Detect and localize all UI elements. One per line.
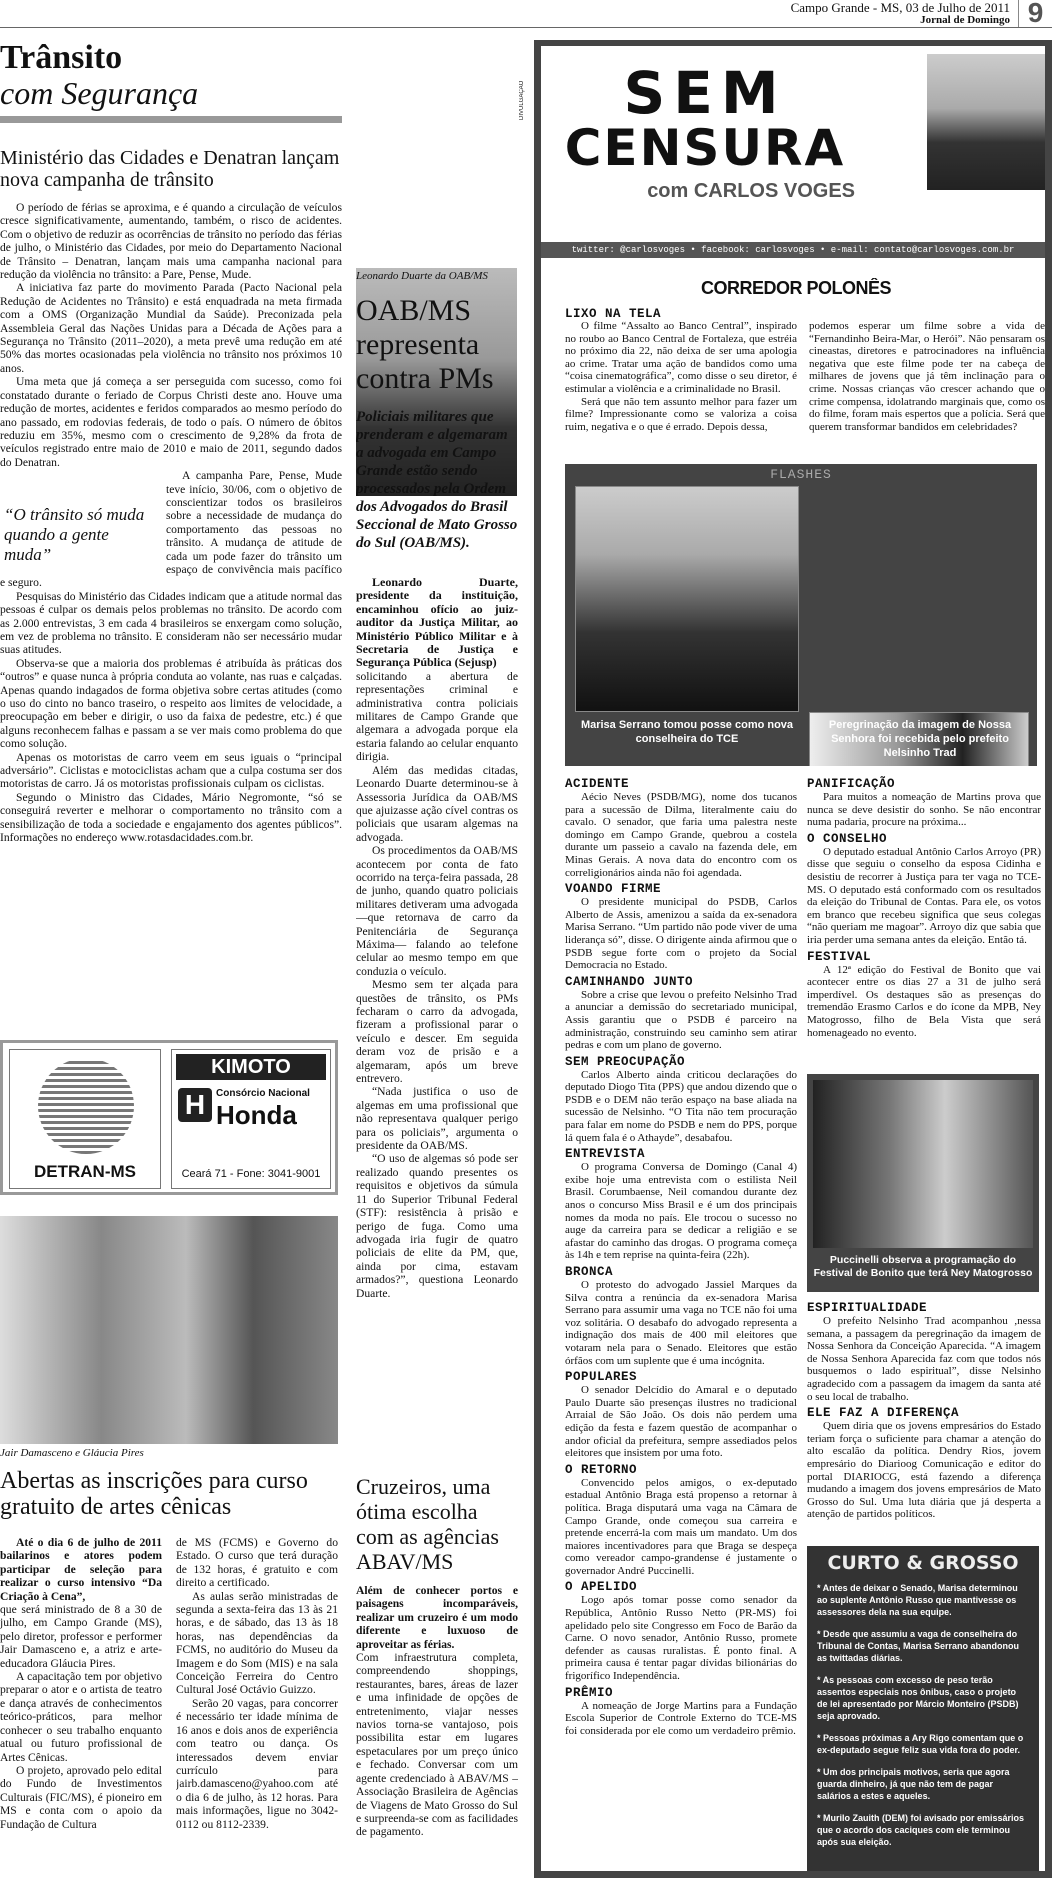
- note: [565, 1370, 797, 1460]
- note-heading: SEM PREOCUPAÇÃO: [565, 1054, 686, 1069]
- note-text: Carlos Alberto ainda criticou declarações do deputado Diogo Tita (PPS) que andou dizendo que o PSDB e o DEM não terão espaço na base aliada na sucessão de Nelsinho. “O Tita não tem procuração para falar em nome do PSDB e nem do PPS, porque lá quem fala é o Athayde”, desabafou.: [565, 1068, 797, 1144]
- oab-photo-caption: Leonardo Duarte da OAB/MS: [356, 270, 488, 282]
- paragraph: O projeto, aprovado pelo edital do Fundo de Investimentos Culturais (FIC/MS), é pioneiro em MS e conta com o apoio da Fundação de Cultura: [0, 1763, 162, 1831]
- curto-item: * Antes de deixar o Senado, Marisa determinou ao suplente Antônio Russo que mantivesse os assessores dela na sua equipe.: [817, 1583, 1018, 1617]
- lixo-col-b: [809, 320, 1045, 433]
- flashes-box: [565, 464, 1037, 766]
- festival-photo-box: [807, 1074, 1039, 1292]
- note-heading: PRÊMIO: [565, 1685, 614, 1700]
- page-number: 9: [1018, 0, 1052, 28]
- curto-item: * Um dos principais motivos, seria que agora guarda dinheiro, já que não tem de pagar salários a estes e aqueles.: [817, 1767, 1010, 1801]
- festival-caption: Puccinelli observa a programação do Festival de Bonito que terá Ney Matogrosso: [813, 1254, 1033, 1279]
- note: [807, 777, 1041, 829]
- note-heading: LIXO NA TELA: [565, 307, 662, 321]
- paragraph: A campanha Pare, Pense, Mude teve início, 30/06, com o objetivo de conscientizar todos os brasileiros sobre a necessidade de mudança do comportamento das pessoas no trânsito. A mudança de atitude de cada um pode fazer do trânsito um espaço de convivência mais pacífico e seguro.: [0, 469, 342, 590]
- paragraph: podemos esperar um filme sobre a vida de “Fernandinho Beira-Mar, o Herói”. Não pensaram os cineastas, diretores e patrocinadores na influência negativa que este filme pode ter na cabeça de milhares de jovens que já têm inclinação para o crime. Nossas crianças vão crescer achando que o crime compensa, idolatrando marginais que, como os do filme, foram mais espertos que a polícia. Será que querem transformar bandidos em celebridades?: [809, 320, 1045, 433]
- section-kicker: Trânsito: [0, 40, 123, 76]
- note: [807, 1301, 1041, 1403]
- logo-sem: SEM: [623, 64, 787, 127]
- note-text: Aécio Neves (PSDB/MG), nome dos tucanos para a sucessão de Dilma, literalmente caiu do cavalo. O senador, que faria uma palestra neste domingo em Campo Grande, quebrou a costela durante um passeio a cavalo na fazenda dele, em Minas Gerais. A nova data do encontro com os correligionários ainda não foi agendada.: [565, 791, 797, 879]
- detran-ad: [9, 1049, 161, 1189]
- curto-item: * As pessoas com excesso de peso terão assentos especiais nos ônibus, caso o projeto de lei apresentado por Márcio Monteiro (PSDB) seja aprovado.: [817, 1675, 1019, 1721]
- contact-bar: twitter: @carlosvoges • facebook: carlosvoges • e-mail: contato@carlosvoges.com.br: [541, 242, 1045, 258]
- note-text: Para muitos a nomeação de Martins prova que nunca se deve desistir do sonho. Se não encontrar numa padaria, procure na próxima...: [807, 791, 1041, 829]
- course-photo-caption: Jair Damasceno e Gláucia Pires: [0, 1447, 144, 1459]
- curto-item: * Desde que assumiu a vaga de conselheira do Tribunal de Contas, Marisa Serrano abandonou as twittadas diárias.: [817, 1629, 1020, 1663]
- header-paper: Jornal de Domingo: [920, 14, 1010, 26]
- note-text: Convencido pelos amigos, o ex-deputado estadual Antônio Braga está propenso a retornar à política. Braga disputará uma vaga na Câmara de Campo Grande, onde começou sua carreira e pretende encerrá-la com mais um mandato. Um dos maiores incentivadores para que Braga se despeça como vereador campo-grandense é justamente o governador André Puccinelli.: [565, 1476, 797, 1577]
- sem-censura-column: [534, 40, 1052, 1878]
- course-photo: [0, 1216, 338, 1444]
- curto-grosso-box: [807, 1546, 1039, 1876]
- note: [807, 832, 1041, 947]
- transito-section: [0, 40, 342, 1048]
- note-text: O presidente municipal do PSDB, Carlos Alberto de Assis, amenizou a saída da ex-senadora Marisa Serrano. “Um partido não pode viver de uma liderança só”, disse. O dirigente ainda afirmou que o PSDB segue forte com o projeto da Social Democracia no Estado.: [565, 896, 797, 972]
- notes-right-2: [807, 1298, 1041, 1578]
- flashes-label: FLASHES: [770, 467, 832, 482]
- lead-paragraph: Leonardo Duarte, presidente da instituição, encaminhou ofício ao juiz-auditor da Justiça Militar, ao Ministério Público Militar e à Secretaria de Justiça e Segurança Pública (Sejusp): [356, 575, 518, 670]
- note-text: O deputado estadual Antônio Carlos Arroyo (PR) disse que seguiu o conselho da esposa Cidinha e desistiu de recorrer à Justiça para ter vaga no TCE-MS. O deputado está conformado com os resultados da eleição do Tribunal de Contas. Para ele, os votos em branco que recebeu significa que seus colegas “não queriam me magoar”. Arroyo diz que sabia que iria perder uma semana antes da eleição. Então tá.: [807, 845, 1041, 946]
- note-heading: PANIFICAÇÃO: [807, 777, 896, 791]
- cruise-headline: Cruzeiros, uma ótima escolha com as agências ABAV/MS: [356, 1474, 499, 1574]
- note-heading: O APELIDO: [565, 1580, 638, 1595]
- note-heading: ACIDENTE: [565, 777, 630, 791]
- paragraph: Observa-se que a maioria dos problemas é atribuída às práticas dos “outros” e quase nunca à própria conduta ao volante, nas ruas e calçadas. Apenas quando indagados de forma objetiva sobre certas atitudes (como o uso do cinto no banco traseiro, o respeito aos limites de velocidade, a preocupação em beber e dirigir, o uso da faixa de pedestre, etc.) é que alguns reconhecem falhas e passam a se ver mais como problema do que como solução.: [0, 656, 342, 751]
- flash-caption-2: Peregrinação da imagem de Nossa Senhora foi recebida pelo prefeito Nelsinho Trad: [828, 719, 1012, 759]
- note-heading: CAMINHANDO JUNTO: [565, 974, 694, 989]
- lead-paragraph: Além de conhecer portos e paisagens incomparáveis, realizar um cruzeiro é um modo diferente e luxuoso de aproveitar as férias.: [356, 1584, 518, 1651]
- lixo-col-a: [565, 320, 797, 433]
- note: [565, 777, 797, 879]
- detran-logo-icon: [38, 1058, 134, 1154]
- note: [565, 975, 797, 1052]
- note-heading: BRONCA: [565, 1265, 614, 1279]
- note-text: O senador Delcídio do Amaral e o deputado Paulo Duarte são presenças ilustres no tradicional Arraial de São João. Os dois não perdem uma edição da festa e fazem questão de acompanhar o andor oficial da prefeitura, sempre assediados pelos eleitores que insistem por uma foto.: [565, 1384, 797, 1460]
- notes-left: [565, 774, 797, 1874]
- headline: Ministério das Cidades e Denatran lançam nova campanha de trânsito: [0, 147, 340, 191]
- lead-paragraph: Até o dia 6 de julho de 2011 bailarinos e atores podem participar de seleção para realizar o curso intensivo “Da Criação à Cena”,: [0, 1536, 162, 1603]
- note: [565, 1463, 797, 1578]
- section-kicker-2: com Segurança: [0, 75, 199, 111]
- note-text: Quem diria que os jovens empresários do Estado teriam força o suficiente para chamar a atenção do alto escalão da política. Dendry Rios, jovem empresário do Diarioog Comunicação e editor do portal DIARIOCG, está fazendo a diferença mudando a imagem dos jovens empresários de Mato Grosso do Sul. Uma luta diária que já desperta a atenção de partidos políticos.: [807, 1420, 1041, 1521]
- column-logo: [555, 64, 855, 224]
- paragraph: A capacitação tem por objetivo preparar o ator e o artista de teatro e dança através de conhecimentos teórico-práticos, para melhor conhecer o seu trabalho enquanto atual ou futuro profissional de Artes Cênicas.: [0, 1670, 162, 1764]
- note: [807, 1406, 1041, 1521]
- paragraph: A iniciativa faz parte do movimento Parada (Pacto Nacional pela Redução de Acidentes no Trânsito) e está enquadrada na meta firmada com a OMS (Organização Mundial da Saúde). Preconizada pela Assembleia Geral das Nações Unidas para a Década de Ações para a Segurança no Trânsito (2011–2020), a meta prevê uma redução em até 50% das mortes ocasionadas pela violência no trânsito nos próximos 10 anos.: [0, 281, 342, 375]
- photo-credit: DIVULGAÇÃO: [519, 80, 525, 120]
- note: [565, 1055, 797, 1145]
- paragraph: Pesquisas do Ministério das Cidades indicam que a atitude normal das pessoas é culpar os demais pelos problemas no trânsito. De acordo com as 2.000 entrevistas, 3 em cada 4 brasileiros se enxergam como solução, em vez de problema no trânsito. E consideram não ser necessário mudar suas atitudes.: [0, 589, 342, 657]
- kicker-rule: [0, 116, 342, 123]
- note-heading: ENTREVISTA: [565, 1147, 646, 1162]
- kimoto-logo: KIMOTO: [176, 1054, 326, 1080]
- paragraph: Serão 20 vagas, para concorrer é necessário ter idade mínima de 16 anos e dois anos de experiência com teatro ou dança. Os interessados devem enviar currículo para jairb.damasceno@yahoo.com até o dia 6 de julho, às 12 horas. Para mais informações, ligue no 3042-0112 ou 8112-2339.: [176, 1696, 338, 1831]
- course-col-a: [0, 1536, 162, 1878]
- festival-photo: [813, 1080, 1033, 1248]
- paragraph: Com infraestrutura completa, compreendendo shoppings, restaurantes, bares, áreas de lazer e uma infinidade de opções de entretenimento, viajar nesses navios torna-se vantajoso, pois possibilita estar em lugares espetaculares por um preço único e fechado. Conversar com um agente credenciado à ABAV/MS – Associação Brasileira de Agências de Viagens de Mato Grosso do Sul e surpreenda-se com as facilidades de pagamento.: [356, 1651, 518, 1839]
- honda-ad: [171, 1049, 331, 1189]
- flash-caption-1: Marisa Serrano tomou posse como nova conselheira do TCE: [580, 719, 794, 745]
- course-headline: Abertas as inscrições para curso gratuito de artes cênicas: [0, 1468, 308, 1520]
- ads-box: [0, 1040, 338, 1195]
- cruise-article: [356, 1474, 518, 1878]
- paragraph: O período de férias se aproxima, e é quando a circulação de veículos cresce significativamente, aumentando, também, o risco de acidentes. Com o objetivo de reduzir as ocorrências de trânsito no período das férias de julho, o Ministério das Cidades, por meio do Departamento Nacional de Trânsito – Denatran, lançam mais uma campanha nacional para redução da violência no trânsito: a Pare, Pense, Mude.: [0, 201, 342, 282]
- note: [807, 950, 1041, 1040]
- paragraph: O filme “Assalto ao Banco Central”, inspirado no roubo ao Banco Central de Fortaleza, que estréia no próximo dia 22, não deixa de ser uma apologia ao crime. Tratar uma ação de bandidos como uma “coisa cinematográfica”, como disse o seu diretor, é estimular a violência e a criminalidade no Brasil.: [565, 320, 797, 395]
- note-heading: ESPIRITUALIDADE: [807, 1301, 928, 1315]
- honda-wing-icon: H: [178, 1088, 212, 1122]
- note-heading: ELE FAZ A DIFERENÇA: [807, 1406, 960, 1421]
- paragraph: Segundo o Ministro das Cidades, Mário Negromonte, “só se conseguirá reverter e melhorar o comportamento no trânsito com a sensibilização de toda a sociedade e engajamento dos agentes públicos”. Informações no endereço www.rotasdacidades.com.br.: [0, 790, 342, 845]
- curto-item: * Murilo Zauith (DEM) foi avisado por emissários que o acordo dos caciques com ele terminou após sua eleição.: [817, 1813, 1025, 1847]
- note-heading: FESTIVAL: [807, 949, 872, 964]
- pull-quote: “O trânsito só muda quando a gente muda”: [4, 505, 145, 565]
- note: [565, 1265, 797, 1367]
- note-text: O prefeito Nelsinho Trad acompanhou ,nessa semana, a passagem da peregrinação da imagem de Nossa Senhora da Conceição Aparecida. “A imagem de Nossa Senhora Aparecida faz com que todos nós busquemos o lado espiritual”, disse Nelsinho agradecido com a passagem da imagem da santa até o seu local de trabalho.: [807, 1315, 1041, 1403]
- paragraph: Será que não tem assunto melhor para fazer um filme? Impressionante como se valoriza a coisa ruim, negativa e o que é errado. Depois dessa,: [565, 395, 797, 433]
- column-byline: com CARLOS VOGES: [647, 180, 855, 202]
- ad-phone: Ceará 71 - Fone: 3041-9001: [181, 1168, 321, 1180]
- note-text: O protesto do advogado Jassiel Marques da Silva contra a renúncia da ex-senadora Marisa Serrano para assumir uma vaga no TCE não foi uma voz solitária. O desabafo do advogado representa a indignação dos mais de 400 mil eleitores que votaram nela para o Senado. Eleitores que estão órfãos com um suplente que é uma incógnita.: [565, 1279, 797, 1367]
- paragraph: Mesmo sem ter alçada para questões de trânsito, os PMs fecharam o carro da advogada, fizeram a profissional parar o veículo e descer. Em seguida deram voz de prisão e a algemaram, após um breve entrevero.: [356, 978, 518, 1086]
- note: [565, 1147, 797, 1262]
- note-text: A 12ª edição do Festival de Bonito que vai acontecer entre os dias 27 a 31 de julho será imperdível. Os destaques são as presenças do tremendão Erasmo Carlos e do ícone da MPB, Ney Matogrosso, filho de Bela Vista que será homenageado no evento.: [807, 963, 1041, 1039]
- oab-headline: OAB/MS representa contra PMs: [356, 294, 494, 395]
- curto-item: * Pessoas próximas a Ary Rigo comentam que o ex-deputado segue feliz sua vida fora do poder.: [817, 1733, 1024, 1755]
- page-header: [0, 0, 1052, 28]
- paragraph: “O uso de algemas só pode ser realizado quando presentes os requisitos e objetivos da súmula 11 do Superior Tribunal Federal (STF): resistência à prisão e perigo de fuga. Como uma advogada iria fugir de quatro policiais de elite da PM, que, ainda por cima, estavam armados?”, questiona Leonardo Duarte.: [356, 1152, 518, 1300]
- note-text: Sobre a crise que levou o prefeito Nelsinho Trad a anunciar a demissão do secretariado municipal, Assis garantiu que o PSDB é parceiro na administração, construindo seu caminho sem atirar pedras e com um plano de governo.: [565, 988, 797, 1052]
- paragraph: Uma meta que já começa a ser perseguida com sucesso, como foi constatado durante o feriado de Corpus Christi deste ano. Houve uma redução de mortes, acidentes e feridos comparados ao mesmo período do ano passado, em rodovias federais, de todo o país. O número de óbitos reduziu em 35%, mesmo com o crescimento de 9,28% da frota de veículos registrado entre maio de 2010 e maio de 2011, segundo dados do Denatran.: [0, 375, 342, 469]
- paragraph: que será ministrado de 8 a 30 de julho, em Campo Grande (MS), pelo diretor, professor e performer Jair Damasceno e, a atriz e arte-educadora Gláucia Pires.: [0, 1603, 162, 1670]
- corredor-polones-logo: CORREDOR POLONÊS: [700, 278, 892, 298]
- note-text: Logo após tomar posse como senador da República, Antônio Russo Netto (PR-MS) foi apelidado pelo site Congresso em Foco de Barão da Carne. O novo senador, Antônio Russo, promete defender as causas ruralistas. É ponto final. A primeira causa é tentar pagar dívidas bilionárias do frigorífico Independência.: [565, 1594, 797, 1683]
- note: [565, 1686, 797, 1738]
- flash-photo-1: [575, 486, 799, 712]
- note-heading: O CONSELHO: [807, 831, 888, 846]
- course-col-b: [176, 1536, 338, 1878]
- curto-grosso-logo: CURTO & GROSSO: [827, 1552, 1019, 1574]
- note-heading: O RETORNO: [565, 1462, 638, 1477]
- paragraph: “Nada justifica o uso de algemas em uma profissional que não representava qualquer perigo para os policiais”, argumenta o presidente da OAB/MS.: [356, 1085, 518, 1153]
- paragraph: de MS (FCMS) e Governo do Estado. O curso que terá duração de 132 horas, é gratuito e com direito a certificado.: [176, 1536, 338, 1590]
- oab-article: [356, 294, 518, 1474]
- paragraph: Os procedimentos da OAB/MS acontecem por conta de fato ocorrido na terça-feira passada, 28 de junho, quando quatro policiais militares detiveram uma advogada —que retornava de carro da Penitenciária de Segurança Máxima— falando ao telefone celular ao mesmo tempo em que conduzia o veículo.: [356, 844, 518, 978]
- note-heading: VOANDO FIRME: [565, 882, 662, 897]
- columnist-photo: [927, 54, 1045, 190]
- detran-name: DETRAN-MS: [34, 1162, 136, 1181]
- logo-censura: CENSURA: [564, 119, 846, 177]
- note: [565, 1580, 797, 1682]
- paragraph: Além das medidas citadas, Leonardo Duarte determinou-se à Assessoria Jurídica da OAB/MS que ajuizasse ação cível contras os policiais que usaram algemas na advogada.: [356, 763, 518, 844]
- note-text: A nomeação de Jorge Martins para a Fundação Escola Superior de Controle Externo do TCE-MS foi considerada por ele como um verdadeiro prêmio.: [565, 1699, 797, 1737]
- consorcio-label: Consórcio Nacional: [216, 1088, 310, 1099]
- paragraph: As aulas serão ministradas de segunda a sexta-feira das 13 às 21 horas, e de sábado, das 13 às 18 horas, nas dependências da FCMS, no auditório do Museu da Imagem e do Som (MIS) e na sala Conceição Ferreira do Centro Cultural José Octávio Guizzo.: [176, 1589, 338, 1697]
- paragraph: Apenas os motoristas de carro veem em seus iguais o “principal adversário”. Ciclistas e motociclistas acham que a culpa costuma ser dos motoristas de carro. Já os motoristas profissionais culpam os ciclistas.: [0, 750, 342, 791]
- paragraph: solicitando a abertura de representações criminal e administrativa contra policiais militares de Campo Grande que algemara a advogada porque ela estaria falando ao celular enquanto dirigia.: [356, 669, 518, 764]
- honda-name: Honda: [216, 1100, 297, 1130]
- note: [565, 882, 797, 972]
- note-heading: POPULARES: [565, 1370, 638, 1385]
- lixo-block: [565, 304, 1045, 464]
- header-date: Campo Grande - MS, 03 de Julho de 2011: [790, 0, 1010, 15]
- note-text: O programa Conversa de Domingo (Canal 4) exibe hoje uma entrevista com o estilista Neil Brasil. Corumbaense, Neil comandou durante dez anos o concurso Miss Brasil e é um dos principais nomes da moda no país. Ele trocou o sucesso no auge da carreira para se dedicar a religião e se afastar do caminho das drogas. O programa começa às 14h e tem reprise na quinta-feira (22h).: [565, 1161, 797, 1262]
- notes-right: [807, 774, 1041, 1074]
- oab-deck: Policiais militares que prenderam e algemaram a advogada em Campo Grande estão sendo processados pela Ordem dos Advogados do Brasil Seccional de Mato Grosso do Sul (OAB/MS).: [356, 409, 518, 551]
